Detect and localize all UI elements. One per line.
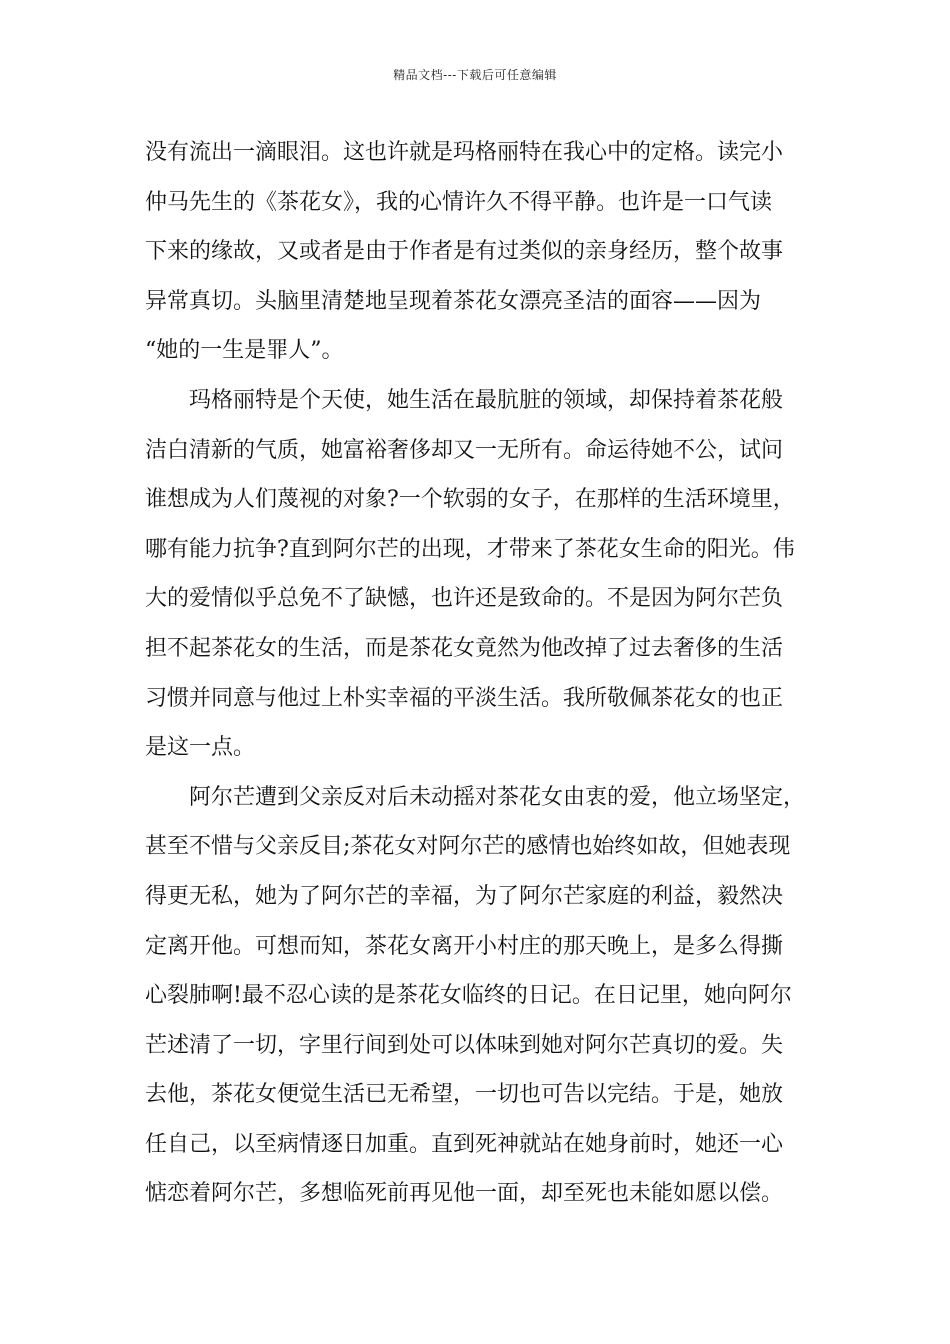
paragraph-first-line: 玛格丽特是个天使，她生活在最肮脏的领域，却保持着茶花般 <box>189 387 784 413</box>
text-line: 大的爱情似乎总免不了缺憾，也许还是致命的。不是因为阿尔芒负 <box>145 586 784 612</box>
text-line: 异常真切。头脑里清楚地呈现着茶花女漂亮圣洁的面容——因为 <box>145 288 762 314</box>
text-line: 任自己，以至病情逐日加重。直到死神就站在她身前时，她还一心 <box>145 1131 784 1157</box>
text-line: “她的一生是罪人”。 <box>145 338 344 364</box>
text-line: 是这一点。 <box>145 735 256 761</box>
text-line: 仲马先生的《茶花女》，我的心情许久不得平静。也许是一口气读 <box>145 189 773 215</box>
text-line: 去他，茶花女便觉生活已无希望，一切也可告以完结。于是，她放 <box>145 1082 784 1108</box>
text-line: 惦恋着阿尔芒，多想临死前再见他一面，却至死也未能如愿以偿。 <box>145 1181 784 1207</box>
text-line: 习惯并同意与他过上朴实幸福的平淡生活。我所敬佩茶花女的也正 <box>145 685 784 711</box>
text-line: 得更无私，她为了阿尔芒的幸福，为了阿尔芒家庭的利益，毅然决 <box>145 883 784 909</box>
paragraph-first-line: 阿尔芒遭到父亲反对后未动摇对茶花女由衷的爱，他立场坚定， <box>189 784 806 810</box>
body-text <box>145 128 815 1219</box>
text-line: 芒述清了一切，字里行间到处可以体味到她对阿尔芒真切的爱。失 <box>145 1032 784 1058</box>
text-line: 哪有能力抗争?直到阿尔芒的出现，才带来了茶花女生命的阳光。伟 <box>145 536 795 562</box>
text-line: 担不起茶花女的生活，而是茶花女竟然为他改掉了过去奢侈的生活 <box>145 635 784 661</box>
text-line: 谁想成为人们蔑视的对象?一个软弱的女子，在那样的生活环境里， <box>145 487 795 513</box>
page-header: 精品文档---下载后可任意编辑 <box>393 68 557 82</box>
text-line: 洁白清新的气质，她富裕奢侈却又一无所有。命运待她不公，试问 <box>145 437 784 463</box>
text-line: 没有流出一滴眼泪。这也许就是玛格丽特在我心中的定格。读完小 <box>145 140 784 165</box>
text-line: 定离开他。可想而知，茶花女离开小村庄的那天晚上，是多么得撕 <box>145 933 784 959</box>
text-line: 下来的缘故，又或者是由于作者是有过类似的亲身经历，整个故事 <box>145 239 784 265</box>
text-line: 心裂肺啊!最不忍心读的是茶花女临终的日记。在日记里，她向阿尔 <box>145 983 792 1009</box>
text-line: 甚至不惜与父亲反目;茶花女对阿尔芒的感情也始终如故，但她表现 <box>145 834 791 860</box>
